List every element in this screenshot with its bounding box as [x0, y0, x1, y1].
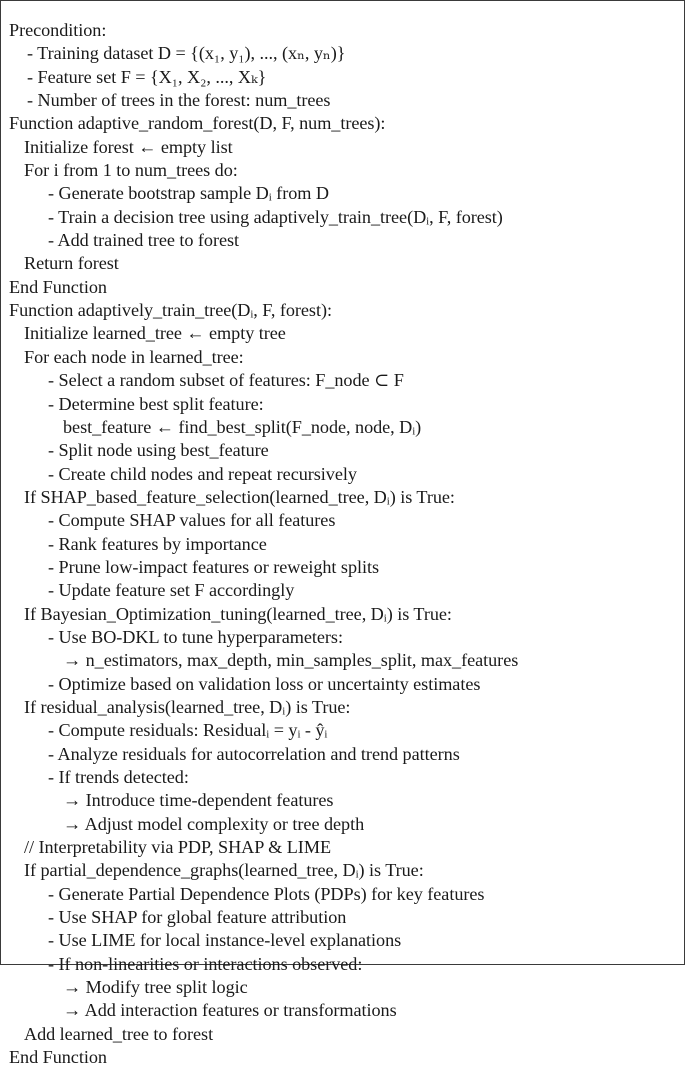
pseudocode-line: Precondition: [9, 20, 107, 40]
pseudocode-line: - Compute residuals: Residualᵢ = yᵢ - ŷᵢ [48, 720, 328, 741]
pseudocode-line: → Adjust model complexity or tree depth [63, 813, 365, 834]
pseudocode-line: → Add interaction features or transformations [63, 1000, 397, 1021]
pseudocode-line: - Feature set F = {X₁, X₂, ..., Xₖ} [27, 66, 267, 87]
pseudocode-line: // Interpretability via PDP, SHAP & LIME [24, 837, 331, 858]
pseudocode-line: - Number of trees in the forest: num_trees [27, 90, 331, 111]
pseudocode-line: - Add trained tree to forest [48, 230, 240, 251]
pseudocode-line: - Create child nodes and repeat recursively [48, 463, 357, 484]
pseudocode-line: If residual_analysis(learned_tree, Dᵢ) is True: [24, 696, 351, 717]
pseudocode-line: → n_estimators, max_depth, min_samples_split, max_features [63, 650, 519, 671]
pseudocode-line: - Select a random subset of features: F_node ⊂ F [48, 370, 404, 391]
pseudocode-line: End Function [9, 276, 107, 297]
pseudocode-line: - Use BO-DKL to tune hyperparameters: [48, 626, 343, 647]
pseudocode-line: - Generate Partial Dependence Plots (PDPs) for key features [48, 883, 485, 904]
pseudocode-line: - Rank features by importance [48, 533, 267, 554]
pseudocode-line: If partial_dependence_graphs(learned_tree, Dᵢ) is True: [24, 860, 424, 881]
pseudocode-listing [1, 19, 684, 1069]
pseudocode-line: best_feature ← find_best_split(F_node, node, Dᵢ) [63, 416, 422, 437]
pseudocode-line: - Use LIME for local instance-level explanations [48, 930, 402, 951]
pseudocode-line: - Update feature set F accordingly [48, 580, 295, 601]
pseudocode-line: Add learned_tree to forest [24, 1023, 214, 1044]
pseudocode-line: → Modify tree split logic [63, 977, 248, 998]
pseudocode-line: For i from 1 to num_trees do: [24, 160, 238, 181]
pseudocode-line: - If non-linearities or interactions observed: [48, 953, 363, 974]
pseudocode-line: Initialize forest ← empty list [24, 136, 233, 157]
pseudocode-line: - Split node using best_feature [48, 440, 269, 461]
pseudocode-line: If Bayesian_Optimization_tuning(learned_tree, Dᵢ) is True: [24, 603, 452, 624]
pseudocode-line: Initialize learned_tree ← empty tree [24, 323, 286, 344]
pseudocode-line: - Use SHAP for global feature attribution [48, 907, 347, 928]
pseudocode-line: - Analyze residuals for autocorrelation and trend patterns [48, 743, 460, 764]
pseudocode-line: - Train a decision tree using adaptively_train_tree(Dᵢ, F, forest) [48, 206, 503, 227]
pseudocode-line: If SHAP_based_feature_selection(learned_tree, Dᵢ) is True: [24, 486, 455, 507]
pseudocode-line: For each node in learned_tree: [24, 346, 244, 367]
pseudocode-line: - Optimize based on validation loss or uncertainty estimates [48, 673, 481, 694]
pseudocode-line: Function adaptive_random_forest(D, F, num_trees): [9, 113, 386, 134]
pseudocode-line: → Introduce time-dependent features [63, 790, 334, 811]
pseudocode-line: - If trends detected: [48, 767, 189, 787]
pseudocode-line: Return forest [24, 253, 119, 274]
pseudocode-line: - Determine best split feature: [48, 393, 264, 414]
pseudocode-line: - Training dataset D = {(x₁, y₁), ..., (xₙ, yₙ)} [27, 43, 346, 64]
pseudocode-line: - Generate bootstrap sample Dᵢ from D [48, 183, 329, 204]
pseudocode-line: - Compute SHAP values for all features [48, 510, 336, 531]
pseudocode-line: - Prune low-impact features or reweight splits [48, 556, 380, 577]
pseudocode-line: Function adaptively_train_tree(Dᵢ, F, forest): [9, 300, 332, 321]
pseudocode-line: End Function [9, 1047, 107, 1068]
